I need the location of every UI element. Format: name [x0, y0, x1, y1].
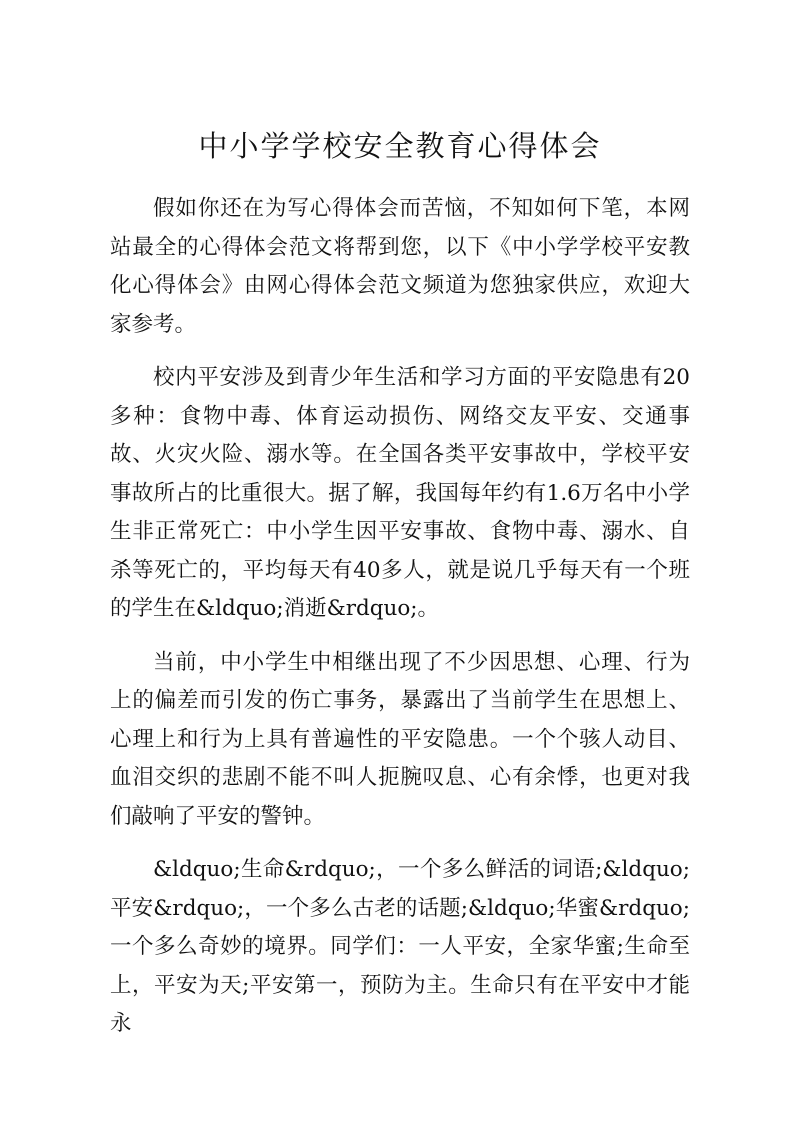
paragraph-2: 校内平安涉及到青少年生活和学习方面的平安隐患有20多种：食物中毒、体育运动损伤、网络交友平安、交通事故、火灾火险、溺水等。在全国各类平安事故中，学校平安事故所占的比重很大。据了解，我国每年约有1.6万名中小学生非正常死亡：中小学生因平安事故、食物中毒、溺水、自杀等死亡的，平均每天有40多人，就是说几乎每天有一个班的学生在&ldquo;消逝&rdquo;。 — [110, 365, 690, 621]
paragraph-3: 当前，中小学生中相继出现了不少因思想、心理、行为上的偏差而引发的伤亡事务，暴露出了当前学生在思想上、心理上和行为上具有普遍性的平安隐患。一个个骇人动目、血泪交织的悲剧不能不叫人扼腕叹息、心有余悸，也更对我们敲响了平安的警钟。 — [110, 649, 690, 829]
paragraph-1: 假如你还在为写心得体会而苦恼，不知如何下笔，本网站最全的心得体会范文将帮到您，以下《中小学学校平安教化心得体会》由网心得体会范文频道为您独家供应，欢迎大家参考。 — [110, 196, 690, 337]
document-body — [110, 190, 690, 1059]
document-title: 中小学学校安全教育心得体会 — [198, 129, 602, 163]
paragraph-4: &ldquo;生命&rdquo;，一个多么鲜活的词语;&ldquo;平安&rdquo;，一个多么古老的话题;&ldquo;华蜜&rdquo;一个多么奇妙的境界。同学们：一人平安，全家华蜜;生命至上，平安为天;平安第一，预防为主。生命只有在平安中才能永 — [110, 857, 690, 1036]
